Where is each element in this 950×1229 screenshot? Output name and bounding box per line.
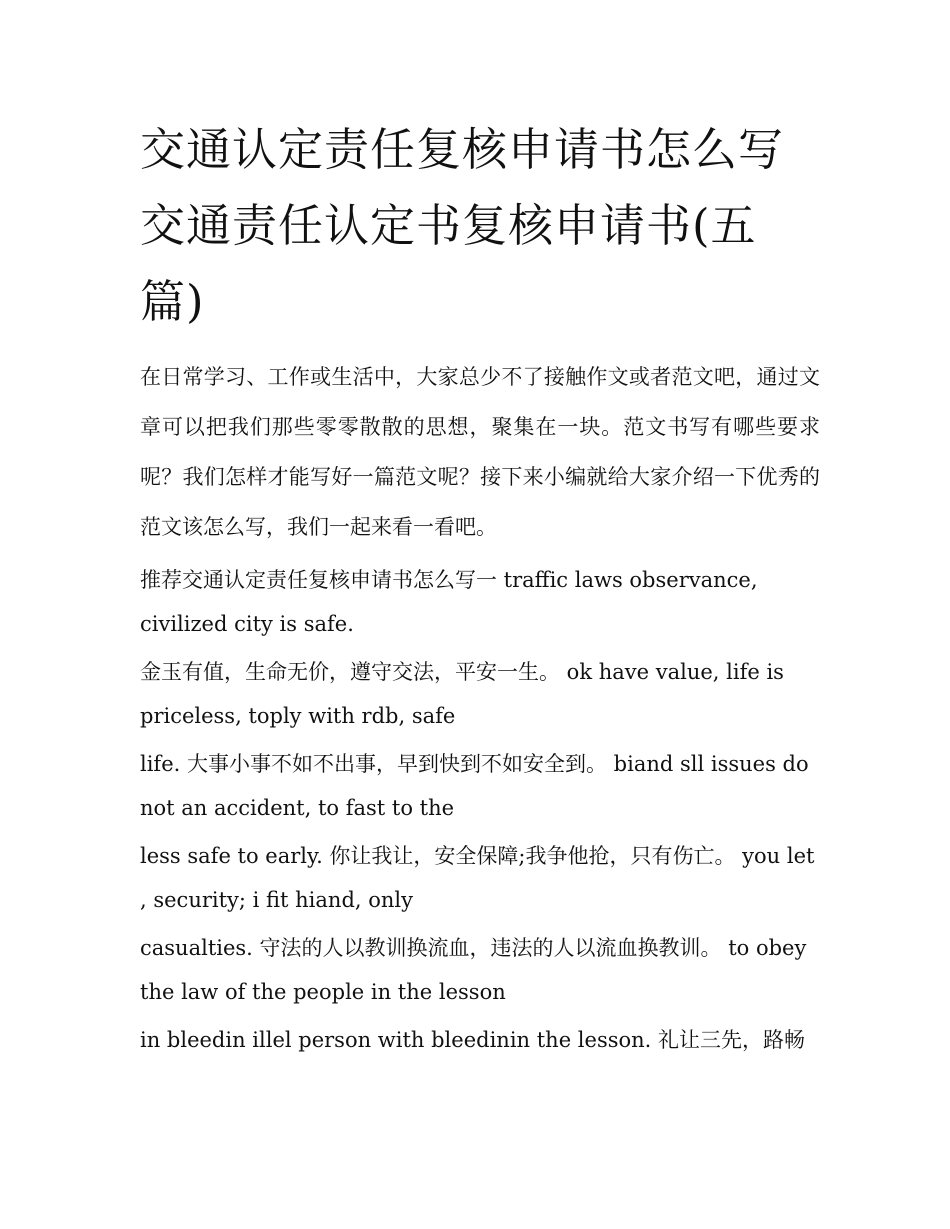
- body-paragraph-2: 金玉有值，生命无价，遵守交法，平安一生。 ok have value, life is priceless, toply with rdb, safe: [140, 660, 784, 728]
- body-paragraph-5: casualties. 守法的人以教训换流血，违法的人以流血换教训。 to obey the law of the people in the lesson: [140, 936, 807, 1004]
- body-paragraph-4: less safe to early. 你让我让，安全保障;我争他抢，只有伤亡。 you let , security; i fit hiand, only: [140, 844, 815, 912]
- intro-paragraph: 在日常学习、工作或生活中，大家总少不了接触作文或者范文吧，通过文章可以把我们那些零零散散的思想，聚集在一块。范文书写有哪些要求呢？我们怎样才能写好一篇范文呢？接下来小编就给大家介绍一下优秀的范文该怎么写，我们一起来看一看吧。: [140, 365, 820, 539]
- document-title: 交通认定责任复核申请书怎么写 交通责任认定书复核申请书(五篇): [140, 123, 785, 328]
- document-page: [140, 112, 820, 1066]
- body-paragraph-6: in bleedin illel person with bleedinin the lesson. 礼让三先，路畅: [140, 1028, 806, 1052]
- body-paragraph-1: 推荐交通认定责任复核申请书怎么写一 traffic laws observance, civilized city is safe.: [140, 568, 758, 636]
- body-paragraph-3: life. 大事小事不如不出事，早到快到不如安全到。 biand sll issues do not an accident, to fast to the: [140, 752, 809, 820]
